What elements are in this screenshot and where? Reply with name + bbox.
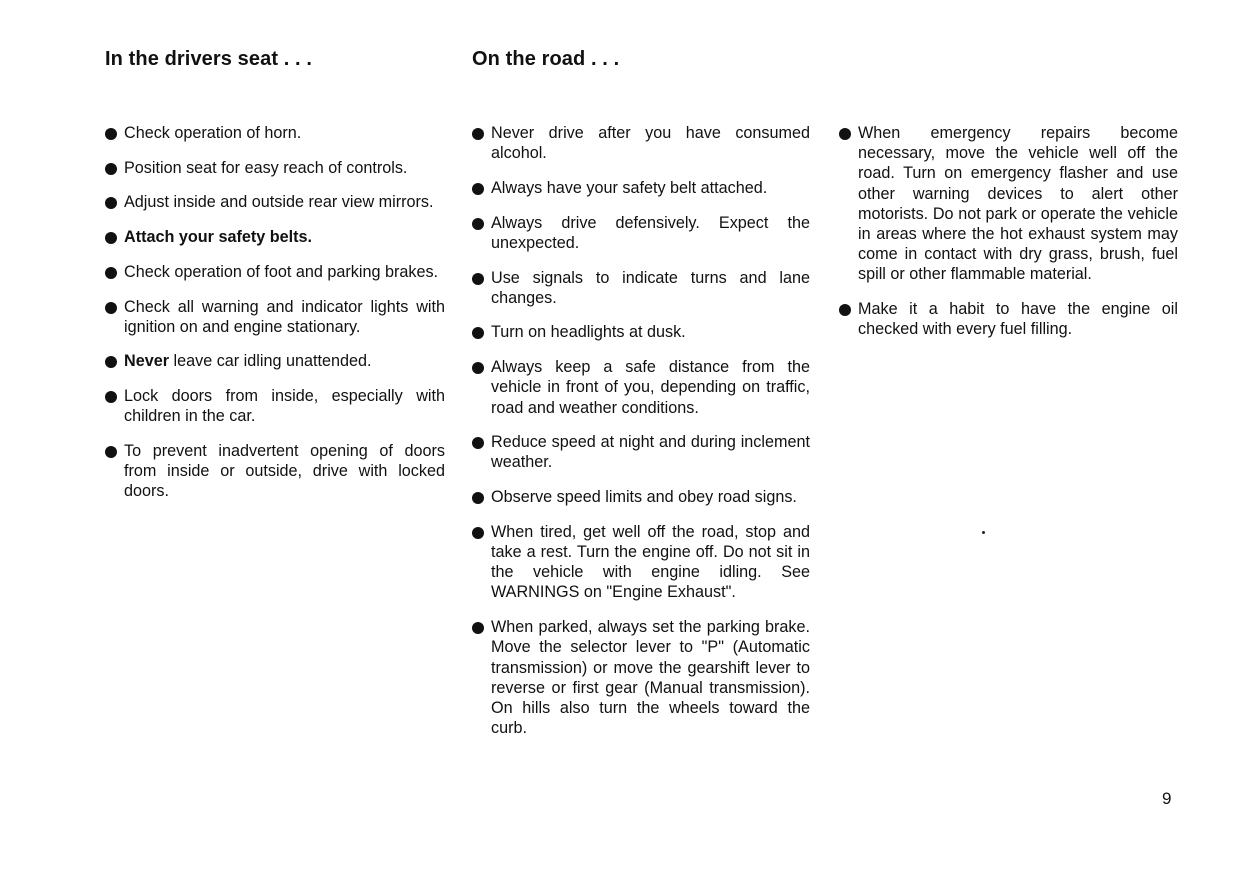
bullet-icon [472, 622, 484, 634]
bullet-icon [105, 356, 117, 368]
bullet-icon [105, 197, 117, 209]
item-text: Check all warning and indicator lights with ignition on and engine stationary. [124, 297, 445, 336]
column-on-the-road-continued [839, 123, 1178, 354]
list-item [472, 522, 810, 603]
list-item [472, 213, 810, 253]
column-on-the-road [472, 123, 810, 753]
list-item [839, 123, 1178, 285]
bullet-icon [105, 232, 117, 244]
item-text: Always have your safety belt attached. [491, 178, 768, 197]
list-item [472, 357, 810, 418]
list-item [472, 178, 810, 198]
emphasis-text: Never [124, 352, 169, 371]
bullet-icon [472, 492, 484, 504]
item-text: Observe speed limits and obey road signs. [491, 488, 797, 507]
bullet-icon [472, 362, 484, 374]
page-number: 9 [1162, 789, 1172, 808]
item-text: Always drive defensively. Expect the unexpected. [491, 213, 810, 252]
list-item [472, 617, 810, 738]
list-item [105, 351, 445, 371]
bullet-icon [105, 163, 117, 175]
bullet-icon [105, 267, 117, 279]
list-item [105, 441, 445, 502]
list-item [472, 432, 810, 472]
item-text: Lock doors from inside, especially with children in the car. [124, 387, 445, 426]
item-text: When parked, always set the parking brake. Move the selector lever to "P" (Automatic transmission) or move the gearshift lever to reverse or first gear (Manual transmission). On hills also turn the wheels toward the curb. [491, 618, 810, 738]
emphasis-text: Attach your safety belts. [124, 228, 313, 247]
bullet-icon [472, 128, 484, 140]
bullet-icon [105, 446, 117, 458]
bullet-icon [105, 391, 117, 403]
bullet-icon [472, 218, 484, 230]
item-text: Never drive after you have consumed alcohol. [491, 124, 810, 163]
list-item [105, 297, 445, 337]
item-text: Use signals to indicate turns and lane changes. [491, 268, 810, 307]
item-text: Always keep a safe distance from the vehicle in front of you, depending on traffic, road and weather conditions. [491, 358, 810, 417]
item-text: When tired, get well off the road, stop and take a rest. Turn the engine off. Do not sit in the vehicle with engine idling. See WARNINGS on "Engine Exhaust". [491, 522, 810, 602]
list-item [472, 123, 810, 163]
heading-on-the-road: On the road . . . [472, 48, 620, 70]
print-speck [982, 531, 985, 534]
item-text: Turn on headlights at dusk. [491, 323, 686, 342]
bullet-icon [472, 273, 484, 285]
list-item [472, 487, 810, 507]
item-text: Check operation of horn. [124, 124, 302, 142]
bullet-icon [839, 304, 851, 316]
list-item [105, 227, 445, 247]
item-text: leave car idling unattended. [169, 352, 372, 371]
list-item [839, 299, 1178, 339]
bullet-icon [472, 183, 484, 195]
item-text: Adjust inside and outside rear view mirrors. [124, 193, 434, 212]
list-item [105, 123, 445, 143]
list-item [105, 158, 445, 178]
item-text: To prevent inadvertent opening of doors from inside or outside, drive with locked doors. [124, 442, 445, 501]
heading-drivers-seat: In the drivers seat . . . [105, 48, 313, 70]
item-text: When emergency repairs become necessary, move the vehicle well off the road. Turn on emergency flasher and use other warning devices to alert other motorists. Do not park or operate the vehicle in areas where the hot exhaust system may come in contact with dry grass, brush, fuel spill or other flammable material. [858, 124, 1178, 284]
item-text: Position seat for easy reach of controls. [124, 158, 408, 177]
bullet-icon [472, 527, 484, 539]
item-text: Check operation of foot and parking brakes. [124, 262, 439, 281]
list-item [105, 262, 445, 282]
bullet-icon [839, 128, 851, 140]
item-text: Reduce speed at night and during inclement weather. [491, 433, 810, 472]
list-item [105, 386, 445, 426]
bullet-icon [472, 327, 484, 339]
item-text: Make it a habit to have the engine oil checked with every fuel filling. [858, 300, 1178, 339]
column-drivers-seat [105, 123, 445, 516]
list-item [472, 268, 810, 308]
bullet-icon [105, 302, 117, 314]
bullet-icon [105, 128, 117, 140]
list-item [105, 192, 445, 212]
list-item [472, 322, 810, 342]
bullet-icon [472, 437, 484, 449]
